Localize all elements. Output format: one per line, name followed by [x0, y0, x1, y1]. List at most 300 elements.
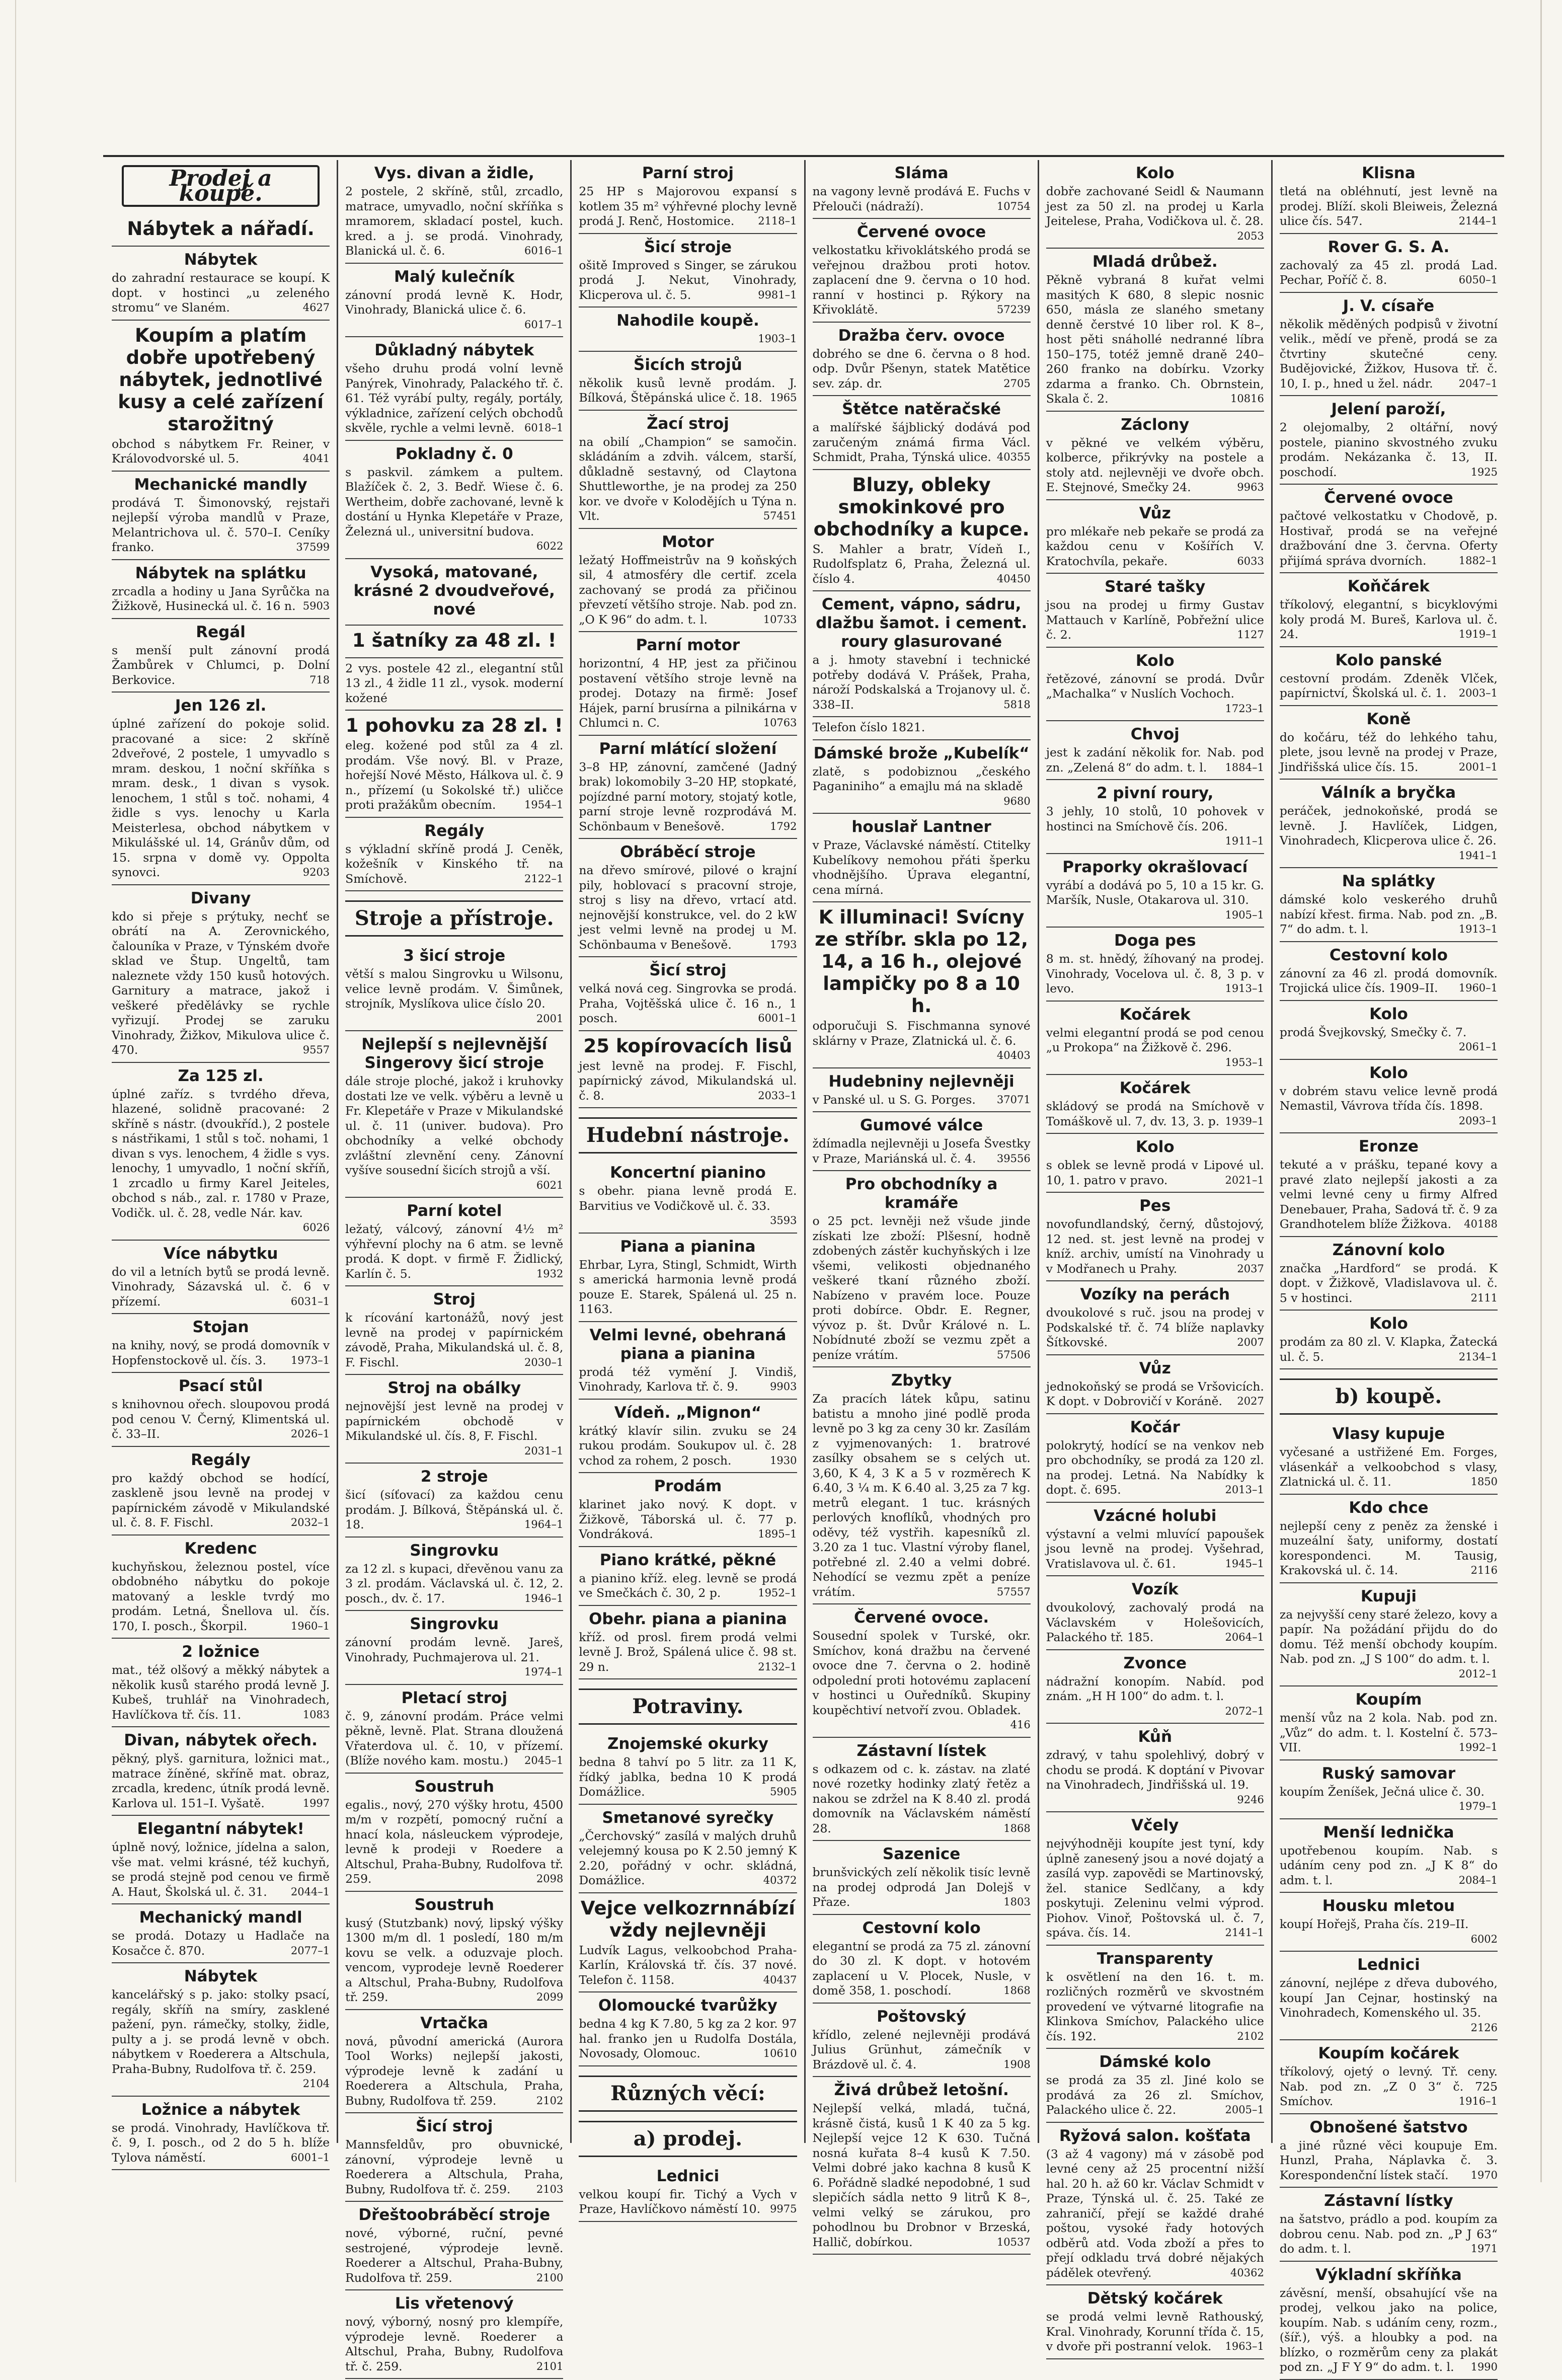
ad-text: kuchyňskou, železnou postel, více obdobného nábytku do pokoje matovaný a leskle tvrdý mo prodám. Letná, Šnellova ul. čís. 170, I. posch., Škorpil.	[112, 1559, 330, 1633]
ad-number: 40437	[763, 1973, 797, 1986]
classified-ad	[345, 1286, 563, 1375]
ad-title: Pro obchodníky a kramáře	[845, 1175, 998, 1212]
ad-text: v Panské ul. u S. G. Porges.	[812, 1092, 976, 1107]
ad-text: peráček, jednokoňské, prodá se levně. J. Havlíček, Lidgen, Vinohradech, Klicperova ulice č. 26.	[1279, 804, 1498, 848]
ad-text: cestovní prodám. Zdeněk Vlček, papírnictví, Školská ul. č. 1.	[1279, 671, 1498, 700]
ad-title: 3 šicí stroje	[403, 947, 506, 965]
ad-number: 2134–1	[1458, 1350, 1498, 1363]
classified-ad	[813, 219, 1031, 323]
ad-number: 10733	[763, 613, 797, 626]
classified-ad	[1046, 500, 1264, 574]
ad-title: Psací stůl	[178, 1377, 263, 1395]
classified-ad	[813, 1112, 1031, 1171]
ad-text: a pianino kříž. eleg. levně se prodá ve Smečkách č. 30, 2 p.	[579, 1571, 797, 1600]
ad-body	[813, 184, 1031, 214]
ad-number: 1792	[770, 820, 797, 832]
ad-title: Včely	[1131, 1816, 1179, 1834]
ad-body	[1046, 1025, 1264, 1068]
ad-body	[1280, 258, 1498, 288]
classified-ad	[345, 1685, 563, 1774]
classified-ad	[112, 1639, 330, 1727]
classified-ad	[579, 736, 797, 839]
ad-title: Soustruh	[414, 1895, 494, 1914]
ad-body	[345, 1074, 564, 1191]
ad-number: 40362	[1230, 2266, 1264, 2279]
ad-text: zánovní za 46 zl. prodá domovník. Trojická ulice čís. 1909–II.	[1279, 966, 1498, 995]
classified-ad	[1280, 868, 1498, 942]
ad-number: 40355	[996, 451, 1031, 463]
ad-number: 6002	[1470, 1933, 1498, 1945]
classified-ad	[112, 560, 330, 619]
ad-body	[345, 2315, 563, 2374]
ad-title: 1 pohovku za 28 zl. !	[345, 715, 563, 736]
ad-title: Kolo	[1369, 1315, 1408, 1333]
ad-body	[1280, 317, 1498, 392]
classified-ad	[579, 1160, 797, 1234]
ad-text: polokrytý, hodící se na venkov neb pro obchodníky, se prodá za 120 zl. na prodej. Letná. Na Nabídky k dopt. č. 695.	[1046, 1438, 1264, 1497]
ad-text: eleg. kožené pod stůl za 4 zl. prodám. Vše nový. Bl. v Praze, hořejší Nové Město, Hálkova ul. č. 9 n., přízemí (u Sokolské tř.) uličce proti pražákům obecním.	[345, 738, 564, 812]
classified-ad	[112, 1727, 330, 1816]
ad-title: Singrovku	[410, 1615, 499, 1633]
ad-title: Důkladný nábytek	[374, 341, 534, 359]
ad-body	[1046, 878, 1264, 921]
classified-ad	[1280, 1495, 1498, 1583]
ad-title: Mechanický mandl	[139, 1908, 302, 1927]
ad-title: Vys. divan a židle,	[374, 164, 534, 182]
ad-body	[813, 243, 1031, 318]
ad-text: do zahradní restaurace se koupí. K dopt. v hostinci „u zeleného stromu“ ve Slaném.	[112, 271, 330, 315]
classified-ad	[1046, 721, 1264, 780]
ad-number: 2126	[1470, 2021, 1498, 2034]
ad-title: Šicích strojů	[634, 355, 742, 374]
classified-ad	[112, 693, 330, 885]
ad-body	[1046, 1748, 1264, 1806]
ad-title: Nábytek	[184, 251, 258, 269]
ad-text: 2 postele, 2 skříně, stůl, zrcadlo, matrace, umyvadlo, noční skříňka s mramorem, skladací postel, kuch. kred. a j. se prodá. Vinohrady, Blanická ul. č. 6.	[345, 184, 564, 258]
ad-body	[579, 2017, 797, 2061]
ad-body	[813, 420, 1031, 465]
classified-ad	[112, 1816, 330, 1904]
ad-body	[112, 1751, 330, 1811]
ad-body	[1046, 1379, 1264, 1409]
ad-body	[579, 1571, 797, 1601]
ad-text: tříkolový, elegantní, s bicyklovými koly prodá M. Bureš, Karlova ul. č. 24.	[1279, 597, 1498, 641]
ad-number: 2132–1	[758, 1660, 797, 1673]
ad-title: Sláma	[894, 164, 949, 182]
ad-text: Ludvík Lagus, velkoobchod Praha-Karlín, Královská tř. čís. 37 nové. Telefon č. 1158.	[579, 1943, 797, 1987]
classified-ad	[813, 1604, 1031, 1738]
ad-number: 1953–1	[1225, 1056, 1264, 1068]
ad-body	[1279, 804, 1498, 862]
ad-title: Znojemské okurky	[607, 1735, 768, 1753]
ad-text: bedna 8 tahví po 5 litr. za 11 K, řídký jablka, bedna 10 K prodá Domážlice.	[579, 1755, 797, 1799]
ad-title: Koňčárek	[1347, 577, 1430, 595]
classified-ad	[813, 470, 1031, 592]
ad-text: na knihy, nový, se prodá domovník v Hopfenstockově ul. čís. 3.	[112, 1338, 330, 1367]
ad-title: Stojan	[192, 1318, 249, 1336]
ad-text: s paskvil. zámkem a pultem. Blažíček č. 2, 3. Bedř. Wiese č. 6. Wertheim, dobře zachované, levně k dostání u Hynka Klepetáře v Praze, Železná ul., universitní budova.	[345, 465, 564, 539]
ad-title: Červené ovoce	[1324, 489, 1453, 507]
ad-number: 2003–1	[1458, 687, 1498, 699]
ad-number: 2098	[536, 1873, 564, 1885]
ad-title: Regály	[191, 1450, 251, 1469]
classified-ad	[112, 1314, 330, 1373]
ad-number: 9903	[770, 1380, 797, 1393]
ad-number: 2007	[1237, 1336, 1264, 1348]
ad-body	[1046, 436, 1264, 495]
ad-title: Cestovní kolo	[1329, 946, 1448, 964]
ad-number: 2118–1	[758, 215, 797, 227]
classified-ad	[112, 2097, 330, 2171]
ad-number: 4041	[302, 452, 330, 465]
ad-body	[579, 981, 797, 1026]
ad-body	[345, 184, 563, 259]
ad-body	[1280, 1844, 1498, 1888]
ad-body	[345, 661, 563, 706]
ad-body	[579, 258, 797, 303]
ad-text: brunšvických zelí několik tisíc levně na prodej odprodá Jan Dolejš v Přaze.	[812, 1865, 1031, 1909]
ad-body	[579, 1630, 797, 1675]
ad-text: všeho druhu prodá volní levně Panýrek, Vinohrady, Palackého tř. č. 61. Též vyrábí pulty, regály, portály, výkladnice, zařízení celých obchodů skvěle, rychle a velmi levně.	[345, 361, 564, 435]
ad-body	[1046, 1527, 1264, 1572]
classified-ad	[112, 472, 330, 560]
ad-number: 10537	[996, 2236, 1031, 2248]
ad-title: Vůz	[1139, 504, 1171, 522]
ad-title: Doga pes	[1114, 932, 1196, 950]
classified-ad	[1280, 1686, 1498, 1760]
classified-ad	[345, 943, 563, 1031]
ad-number: 2100	[536, 2271, 564, 2284]
ad-text: k osvětlení na den 16. t. m. rozličných rozměrů ve skvostném provedení ve výtvarné litografie na Klinkova Smíchov, Palackého ulice čís. 192.	[1046, 1969, 1264, 2043]
ad-text: a jiné různé věci koupuje Em. Hunzl, Praha, Náplavka č. 3. Korespondenční lístek stačí.	[1279, 2138, 1498, 2182]
ad-body	[1046, 2310, 1264, 2354]
ad-body	[112, 1087, 330, 1234]
ad-number: 6031–1	[290, 1295, 330, 1308]
ad-body	[1046, 1836, 1264, 1941]
ad-body	[813, 1939, 1031, 1999]
ad-body	[1279, 1025, 1498, 1053]
ad-number: 1965	[770, 392, 797, 404]
ad-title: Ryžová salon. košťata	[1059, 2126, 1251, 2145]
ad-text: prodám za 80 zl. V. Klapka, Žatecká ul. č. 5.	[1279, 1335, 1498, 1364]
ad-title: Parní kotel	[407, 1202, 502, 1220]
ad-title: Dámské brože „Kubelík“	[813, 744, 1030, 762]
ad-text: upotřebenou koupím. Nab. s udáním ceny pod zn. „J K 8“ do adm. t. l.	[1279, 1843, 1498, 1887]
classified-ad	[1046, 249, 1264, 412]
classified-ad	[1280, 647, 1498, 706]
ad-number: 1905–1	[1225, 908, 1264, 921]
ad-text: nejnovější jest levně na prodej v papírnickém obchodě v Mikulandské ul. čís. 8, F. Fischl.	[345, 1399, 564, 1443]
ad-title: Válník a bryčka	[1321, 784, 1456, 802]
ad-number: 1945–1	[1225, 1557, 1264, 1570]
classified-ad	[579, 308, 797, 352]
ad-title: Štětce natěračské	[842, 400, 1001, 418]
ad-title: Pokladny č. 0	[395, 444, 513, 463]
ad-number: 2027	[1237, 1395, 1264, 1407]
ad-body	[345, 2137, 563, 2197]
ad-number: 2005–1	[1225, 2104, 1264, 2116]
ad-title: Vzácné holubi	[1094, 1506, 1217, 1525]
ad-number: 2045–1	[524, 1754, 564, 1767]
ad-text: s oblek se levně prodá v Lipové ul. 10, 1. patro v pravo.	[1046, 1158, 1264, 1187]
ad-text: větší s malou Singrovku u Wilsonu, velice levně prodám. V. Šimůnek, strojník, Myslíkova ulice číslo 20.	[345, 967, 564, 1011]
ad-text: výstavní a velmi mluvící papoušek jsou levně na prodej. Vyšehrad, Vratislavova ul. č. 61.	[1046, 1526, 1264, 1571]
ad-title: Koupím a platím dobře upotřebený nábytek, jednotlivé kusy a celé zařízení starožitný	[118, 324, 324, 435]
ad-body	[112, 1397, 330, 1442]
classified-ad	[345, 2010, 563, 2114]
column-5	[1038, 160, 1271, 2353]
ad-number: 2141–1	[1225, 1927, 1264, 1939]
classified-ad	[1280, 485, 1498, 573]
section-title: Prodej a koupě.	[122, 165, 320, 207]
ad-body	[579, 1059, 797, 1104]
classified-ad	[345, 1198, 563, 1286]
ad-title: Kolo	[1369, 1063, 1408, 1082]
ad-title: Kočárek	[1119, 1005, 1191, 1024]
ad-body	[1279, 1084, 1498, 1127]
ad-text: 3–8 HP, zánovní, zamčené (Jadný brak) lokomobily 3–20 HP, stopkaté, pojízdné parní motory, stojatý kotle, parní stroje levně rozprodává M. Schönbaum v Benešově.	[579, 759, 797, 833]
ad-text: na vagony levně prodává E. Fuchs v Přelouči (nádraží).	[812, 184, 1031, 213]
ad-number: 1964–1	[524, 1518, 564, 1530]
ad-title: Kočár	[1130, 1418, 1180, 1436]
ad-number: 1127	[1237, 629, 1264, 641]
ad-body	[1280, 1158, 1498, 1232]
ad-number: 6018–1	[524, 422, 564, 434]
ad-number: 10754	[996, 200, 1031, 212]
ad-title: Lednici	[656, 2167, 720, 2185]
ad-body	[112, 496, 330, 555]
ad-number: 1952–1	[758, 1587, 797, 1599]
ad-title: Olomoucké tvarůžky	[598, 1997, 777, 2015]
ad-number: 1992–1	[1458, 1741, 1498, 1753]
ad-body	[112, 1929, 330, 1958]
ad-text: mat., též olšový a měkký nábytek a několik kusů starého prodá levně J. Kubeš, truhlář na Vinohradech, Havlíčkova tř. čís. 11.	[112, 1663, 330, 1722]
classified-ad	[579, 632, 797, 736]
ad-number: 9246	[1237, 1793, 1264, 1806]
ad-title: Jelení paroží,	[1331, 400, 1446, 418]
ad-title: Prodám	[654, 1477, 722, 1495]
ad-title: J. V. císaře	[1343, 296, 1435, 315]
ad-title: Piana a pianina	[620, 1237, 756, 1256]
ad-number: 1913–1	[1458, 923, 1498, 935]
ad-body	[345, 967, 564, 1025]
ad-body	[579, 1755, 797, 1800]
ad-text: a malířské šájblický dodává pod zaručeným známá firma Václ. Schmidt, Praha, Týnská ulice.	[812, 420, 1031, 464]
ad-body	[345, 287, 564, 331]
ad-title: Šicí stroje	[644, 238, 732, 256]
classified-ad	[1046, 1281, 1264, 1355]
classified-ad	[1046, 1002, 1264, 1076]
classified-ad	[112, 321, 330, 472]
ad-title: Dětský kočárek	[1087, 2289, 1223, 2308]
ad-number: 2026–1	[290, 1428, 330, 1440]
ad-body	[112, 717, 330, 880]
ad-title: K illuminaci! Svícny ze stříbr. skla po 12, 14, a 16 h., olejové lampičky po 8 a 10 h.	[815, 906, 1029, 1017]
classified-ad	[579, 1031, 797, 1109]
ad-number: 6001–1	[290, 2151, 330, 2164]
ad-title: Soustruh	[414, 1777, 494, 1796]
ad-body	[112, 1987, 330, 2090]
ad-number: 6022	[536, 540, 564, 552]
classified-ad	[813, 1367, 1031, 1604]
ad-number: 1868	[1003, 1822, 1031, 1834]
ad-text: Sousední spolek v Turské, okr. Smíchov, koná dražbu na červené ovoce dne 7. června o 2. hodině odpolední proti hotovému zaplacení v hostinci u Ouředníků. Skupiny koupěchtiví netvoří zvou. Obladek.	[812, 1629, 1031, 1717]
classified-ad	[1280, 2040, 1498, 2114]
ad-title: Červené ovoce	[856, 223, 986, 241]
section-heading: Potraviny.	[579, 1688, 797, 1725]
ad-title: Zástavní lístky	[1324, 2192, 1453, 2210]
ad-number: 37071	[996, 1093, 1031, 1106]
ad-number: 40188	[1464, 1218, 1498, 1230]
ad-number: 6001–1	[758, 1012, 797, 1024]
ad-body	[112, 1840, 330, 1899]
ad-number: 1908	[1003, 2058, 1031, 2070]
ad-number: 10610	[763, 2047, 797, 2059]
ad-body	[345, 1635, 564, 1678]
classified-ad	[1046, 160, 1264, 249]
classified-ad	[345, 1538, 563, 1611]
ad-number: 2053	[1237, 229, 1264, 242]
ad-title: Červené ovoce.	[854, 1608, 989, 1627]
ad-title: Koncertní pianino	[610, 1164, 766, 1182]
ad-number: 2033–1	[758, 1089, 797, 1102]
ad-body	[1280, 597, 1498, 642]
classified-ad	[579, 839, 797, 957]
ad-body	[812, 764, 1031, 807]
ad-body	[579, 1184, 797, 1226]
ad-number: 9975	[770, 2203, 797, 2215]
ad-title: Kočárek	[1119, 1079, 1191, 1097]
ad-text: vyrábí a dodává po 5, 10 a 15 kr. G. Maršík, Nusle, Otakarova ul. 310.	[1046, 878, 1264, 907]
classified-ad	[813, 160, 1031, 219]
ad-number: 2064–1	[1225, 1631, 1264, 1643]
section-heading: Různých věcí:	[579, 2076, 797, 2112]
ad-text: se prodá. Dotazy u Hadlače na Kosačce č. 870.	[112, 1929, 330, 1958]
ad-title: houslař Lantner	[851, 818, 991, 836]
ad-text: 25 HP s Majorovou expansí s kotlem 35 m² výhřevné plochy levně prodá J. Renč, Hostomice.	[579, 184, 797, 228]
ad-text: Telefon číslo 1821.	[812, 720, 925, 734]
classified-ad	[345, 264, 563, 338]
classified-ad	[813, 2077, 1031, 2255]
ad-title: Housku mletou	[1322, 1897, 1455, 1915]
ad-title: Regál	[196, 623, 246, 641]
classified-ad	[1280, 2114, 1498, 2188]
ad-number: 2013–1	[1225, 1484, 1264, 1496]
ad-number: 2099	[536, 1991, 564, 2003]
ad-text: pačtové velkostatku v Chodově, p. Hostivař, prodá se na veřejné dražbování dne 3. června. Oferty přijímá správa dvorních.	[1279, 509, 1498, 568]
ad-number: 1903–1	[758, 333, 797, 345]
ad-title: Mechanické mandly	[134, 475, 307, 494]
ad-title: Hudebniny nejlevněji	[828, 1072, 1014, 1091]
classified-ad	[345, 658, 563, 711]
ad-body	[579, 376, 797, 406]
ad-title: Nábytek a nářadí.	[127, 218, 315, 240]
ad-body	[112, 271, 330, 316]
ad-title: Stroj	[433, 1290, 476, 1309]
ad-text: egalis., nový, 270 výšky hrotu, 4500 m/m v rozpětí, pomocný ruční a hnací kola, násleuckem výprodeje, levně k prodeji v Roedere a Altschul, Praha-Bubny, Rudolfova tř. 259.	[345, 1797, 564, 1886]
ad-title: Kredenc	[184, 1539, 257, 1558]
ad-text: a j. hmoty stavební i technické potřeby dodává V. Prášek, Praha, nároží Podskalská a Trojanovy ul. č. 338–II.	[812, 653, 1031, 712]
ad-text: obchod s nábytkem Fr. Reiner, v Královodvorské ul. 5.	[112, 436, 330, 466]
classified-ad	[1046, 1812, 1264, 1946]
ad-text: klarinet jako nový. K dopt. v Žižkově, Táborská ul. č. 77 p. Vondráková.	[579, 1497, 797, 1541]
ad-body	[1280, 730, 1498, 775]
ad-text: Pěkně vybraná 8 kuřat velmi masitých K 680, 8 slepic nosnic 650, másla ze slaného smetany denně čerstvé 10 liber rol. K 8–, host pěti snáhollé nedranné líbra 150–175, totéž jemně draně 240–260 franko na dobírku. Vzorky zdarma a franko. Ch. Obrnstein, Skala č. 2.	[1046, 273, 1264, 406]
ad-body	[112, 1338, 330, 1368]
ad-text: dobrého se dne 6. června o 8 hod. odp. Dvůr Pšenyn, statek Matětice sev. záp. dr.	[812, 346, 1031, 391]
ad-number: 9680	[1003, 795, 1031, 807]
ad-title: Koupím kočárek	[1318, 2044, 1459, 2062]
ad-text: do vil a letních bytů se prodá levně. Vinohrady, Sázavská ul. č. 6 v přízemí.	[112, 1264, 330, 1309]
ad-number: 2047–1	[1458, 377, 1498, 390]
ad-title: Kůň	[1138, 1728, 1173, 1746]
classified-ad	[813, 902, 1031, 1068]
ad-title: Dřeštoobráběcí stroje	[358, 2206, 551, 2224]
classified-ad	[579, 1992, 797, 2066]
classified-ad	[813, 1841, 1031, 1915]
ad-number: 1973–1	[290, 1354, 330, 1366]
classified-ad	[1280, 160, 1498, 234]
ad-number: 1932	[536, 1267, 564, 1280]
classified-ad	[579, 352, 797, 411]
ad-body	[1280, 1711, 1498, 1755]
ad-text: zrcadla a hodiny u Jana Syrůčka na Žižkově, Husinecká ul. č. 16 n.	[112, 584, 330, 613]
ad-number: 1930	[770, 1454, 797, 1467]
ad-text: o 25 pct. levněji než všude jinde získati lze zboží: Plšesní, hodně zdobených zástěr kuchyňských i lze všemi, velikosti objednaného veškeré tkaní různého zboží. Nabízeno v pravém loce. Pouze proti dobírce. Obdr. E. Regner, vývoz p. št. Dvůr Králové n. L. Nobídnuté zboží se vezmu zpět a peníze vrátím.	[812, 1214, 1031, 1362]
ad-body	[813, 2028, 1031, 2072]
ad-text: č. 9, zánovní prodám. Práce velmi pěkně, levně. Plat. Strana dloužená Vřaterdova ul. č. 10, v přízemí. (Blíže nového kam. mostu.)	[345, 1709, 564, 1768]
classified-ad	[579, 1731, 797, 1805]
ad-text: s menší pult zánovní prodá Žambůrek v Chlumci, p. Dolní Berkovice.	[112, 643, 330, 687]
ad-text: koupím Ženíšek, Ječná ulice č. 30.	[1279, 1784, 1485, 1799]
ad-title: Cement, vápno, sádru, dlažbu šamot. i cement. roury glasurované	[816, 595, 1028, 651]
ad-title: Výkladní skříňka	[1315, 2265, 1462, 2284]
ad-title: Nábytek	[184, 1967, 258, 1985]
ad-number: 2044–1	[290, 1885, 330, 1898]
ad-number: 1939–1	[1225, 1115, 1264, 1127]
classified-ad	[1046, 1576, 1264, 1650]
ad-text: ležatý, válcový, zánovní 4½ m² výhřevní plochy na 6 atm. se levně prodá. K dopt. v firmě F. Židlický, Karlín č. 5.	[345, 1222, 564, 1281]
classified-ad	[1280, 234, 1498, 293]
ad-text: „Čerchovský“ zasílá v malých druhů velejemný kousa po K 2.50 jemný K 2.20, pořádný v ochr. skládná, Domážlice.	[579, 1828, 797, 1887]
classified-ad	[1046, 1946, 1264, 2049]
ad-title: Živá drůbež letošní.	[834, 2081, 1009, 2099]
ad-title: Lis vřetenový	[395, 2294, 514, 2313]
ad-body	[1046, 1970, 1264, 2044]
ad-number: 6016–1	[524, 245, 564, 257]
ad-title: Divany	[190, 889, 251, 907]
classified-ad	[1280, 2188, 1498, 2262]
ad-text: zachovalý za 45 zl. prodá Lad. Pechar, Poříč č. 8.	[1279, 258, 1498, 287]
classified-ad	[1280, 1583, 1498, 1687]
classified-ad	[1280, 2262, 1498, 2380]
ad-text: odporučuji S. Fischmanna synové sklárny v Praze, Zlatnická ul. č. 6.	[812, 1019, 1031, 1048]
ad-body	[813, 720, 1031, 735]
classified-ad	[112, 885, 330, 1063]
ad-number: 9557	[302, 1044, 330, 1056]
classified-ad	[345, 1611, 563, 1685]
ad-number: 1925	[1470, 466, 1498, 478]
ad-text: v Praze, Václavské náměstí. Ctitelky Kubelíkovy nemohou přáti šperku vhodnějšího. Úprava elegantní, cena mírná.	[812, 838, 1031, 897]
ad-body	[112, 1663, 330, 1722]
ad-text: kusý (Stutzbank) nový, lipský výšky 1300 m/m dl. 1 posledí, 180 m/m kovu se velk. a oduzvaje ploch. vencom, vyprodeje levně Roederer a Altschul, Praha-Bubny, Rudolfova tř. 259.	[345, 1915, 564, 2004]
column-1	[105, 160, 337, 2165]
ad-title: Parní stroj	[642, 164, 734, 182]
ad-body	[345, 1916, 563, 2005]
ad-body	[813, 1762, 1031, 1836]
classified-ad	[112, 1063, 330, 1241]
ad-body	[1046, 598, 1264, 643]
